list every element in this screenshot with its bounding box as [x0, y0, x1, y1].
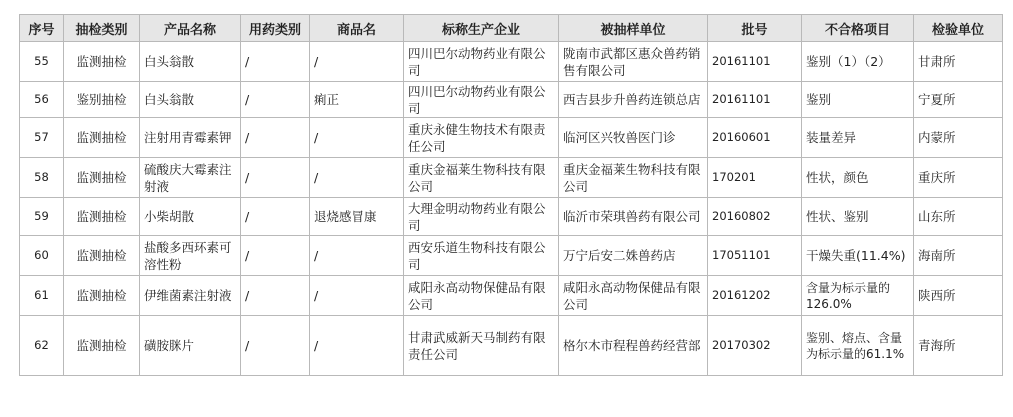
- cell-manufacturer: 甘肃武威新天马制药有限责任公司: [404, 316, 559, 376]
- header-drug-class: 用药类别: [241, 15, 310, 42]
- cell-issue: 鉴别（1）（2）: [802, 42, 914, 82]
- cell-drug-class: /: [241, 316, 310, 376]
- cell-drug-class: /: [241, 158, 310, 198]
- cell-batch: 170201: [708, 158, 802, 198]
- cell-manufacturer: 四川巴尔动物药业有限公司: [404, 82, 559, 118]
- cell-drug-class: /: [241, 118, 310, 158]
- header-category: 抽检类别: [64, 15, 140, 42]
- header-no: 序号: [20, 15, 64, 42]
- cell-trade-name: /: [310, 118, 404, 158]
- table-row: [20, 236, 1003, 276]
- cell-sampled-unit: 重庆金福莱生物科技有限公司: [559, 158, 708, 198]
- cell-issue: 装量差异: [802, 118, 914, 158]
- table-header-row: [20, 15, 1003, 42]
- cell-batch: 20161101: [708, 42, 802, 82]
- cell-product: 硫酸庆大霉素注射液: [140, 158, 241, 198]
- cell-sampled-unit: 咸阳永高动物保健品有限公司: [559, 276, 708, 316]
- cell-category: 监测抽检: [64, 158, 140, 198]
- cell-no: 60: [20, 236, 64, 276]
- table-row: [20, 158, 1003, 198]
- inspection-results-table: [19, 14, 1003, 376]
- cell-product: 磺胺脒片: [140, 316, 241, 376]
- table-row: [20, 276, 1003, 316]
- cell-trade-name: /: [310, 158, 404, 198]
- cell-issue: 鉴别、熔点、含量为标示量的61.1%: [802, 316, 914, 376]
- cell-no: 61: [20, 276, 64, 316]
- cell-batch: 17051101: [708, 236, 802, 276]
- cell-lab: 重庆所: [914, 158, 1003, 198]
- cell-lab: 海南所: [914, 236, 1003, 276]
- table-row: [20, 118, 1003, 158]
- cell-batch: 20161101: [708, 82, 802, 118]
- cell-drug-class: /: [241, 42, 310, 82]
- cell-no: 55: [20, 42, 64, 82]
- header-manufacturer: 标称生产企业: [404, 15, 559, 42]
- cell-issue: 性状，颜色: [802, 158, 914, 198]
- cell-manufacturer: 西安乐道生物科技有限公司: [404, 236, 559, 276]
- cell-trade-name: 退烧感冒康: [310, 198, 404, 236]
- cell-category: 监测抽检: [64, 236, 140, 276]
- cell-product: 小柴胡散: [140, 198, 241, 236]
- cell-category: 监测抽检: [64, 198, 140, 236]
- cell-no: 59: [20, 198, 64, 236]
- cell-category: 鉴别抽检: [64, 82, 140, 118]
- cell-trade-name: /: [310, 236, 404, 276]
- cell-no: 57: [20, 118, 64, 158]
- cell-category: 监测抽检: [64, 118, 140, 158]
- cell-lab: 宁夏所: [914, 82, 1003, 118]
- header-issue: 不合格项目: [802, 15, 914, 42]
- cell-drug-class: /: [241, 276, 310, 316]
- cell-manufacturer: 重庆永健生物技术有限责任公司: [404, 118, 559, 158]
- cell-manufacturer: 咸阳永高动物保健品有限公司: [404, 276, 559, 316]
- header-trade-name: 商品名: [310, 15, 404, 42]
- cell-manufacturer: 四川巴尔动物药业有限公司: [404, 42, 559, 82]
- cell-batch: 20160802: [708, 198, 802, 236]
- cell-product: 白头翁散: [140, 82, 241, 118]
- cell-sampled-unit: 格尔木市程程兽药经营部: [559, 316, 708, 376]
- cell-lab: 内蒙所: [914, 118, 1003, 158]
- cell-trade-name: /: [310, 316, 404, 376]
- cell-issue: 干燥失重(11.4%): [802, 236, 914, 276]
- cell-no: 58: [20, 158, 64, 198]
- header-lab: 检验单位: [914, 15, 1003, 42]
- cell-sampled-unit: 万宁后安二姝兽药店: [559, 236, 708, 276]
- cell-lab: 山东所: [914, 198, 1003, 236]
- cell-sampled-unit: 临河区兴牧兽医门诊: [559, 118, 708, 158]
- cell-drug-class: /: [241, 198, 310, 236]
- cell-issue: 鉴别: [802, 82, 914, 118]
- cell-no: 62: [20, 316, 64, 376]
- cell-lab: 青海所: [914, 316, 1003, 376]
- cell-lab: 陕西所: [914, 276, 1003, 316]
- header-sampled-unit: 被抽样单位: [559, 15, 708, 42]
- cell-sampled-unit: 西吉县步升兽药连锁总店: [559, 82, 708, 118]
- table-row: [20, 82, 1003, 118]
- header-product: 产品名称: [140, 15, 241, 42]
- cell-category: 监测抽检: [64, 42, 140, 82]
- cell-manufacturer: 大理金明动物药业有限公司: [404, 198, 559, 236]
- cell-issue: 含量为标示量的126.0%: [802, 276, 914, 316]
- header-batch: 批号: [708, 15, 802, 42]
- cell-sampled-unit: 临沂市荣琪兽药有限公司: [559, 198, 708, 236]
- table-row: [20, 316, 1003, 376]
- table-row: [20, 198, 1003, 236]
- cell-category: 监测抽检: [64, 276, 140, 316]
- cell-batch: 20161202: [708, 276, 802, 316]
- cell-manufacturer: 重庆金福莱生物科技有限公司: [404, 158, 559, 198]
- cell-trade-name: 痢正: [310, 82, 404, 118]
- cell-batch: 20160601: [708, 118, 802, 158]
- cell-no: 56: [20, 82, 64, 118]
- cell-issue: 性状、鉴别: [802, 198, 914, 236]
- cell-drug-class: /: [241, 82, 310, 118]
- cell-trade-name: /: [310, 276, 404, 316]
- cell-product: 伊维菌素注射液: [140, 276, 241, 316]
- cell-sampled-unit: 陇南市武都区惠众兽药销售有限公司: [559, 42, 708, 82]
- cell-lab: 甘肃所: [914, 42, 1003, 82]
- cell-trade-name: /: [310, 42, 404, 82]
- cell-drug-class: /: [241, 236, 310, 276]
- cell-product: 注射用青霉素钾: [140, 118, 241, 158]
- table-row: [20, 42, 1003, 82]
- cell-product: 盐酸多西环素可溶性粉: [140, 236, 241, 276]
- cell-product: 白头翁散: [140, 42, 241, 82]
- cell-batch: 20170302: [708, 316, 802, 376]
- cell-category: 监测抽检: [64, 316, 140, 376]
